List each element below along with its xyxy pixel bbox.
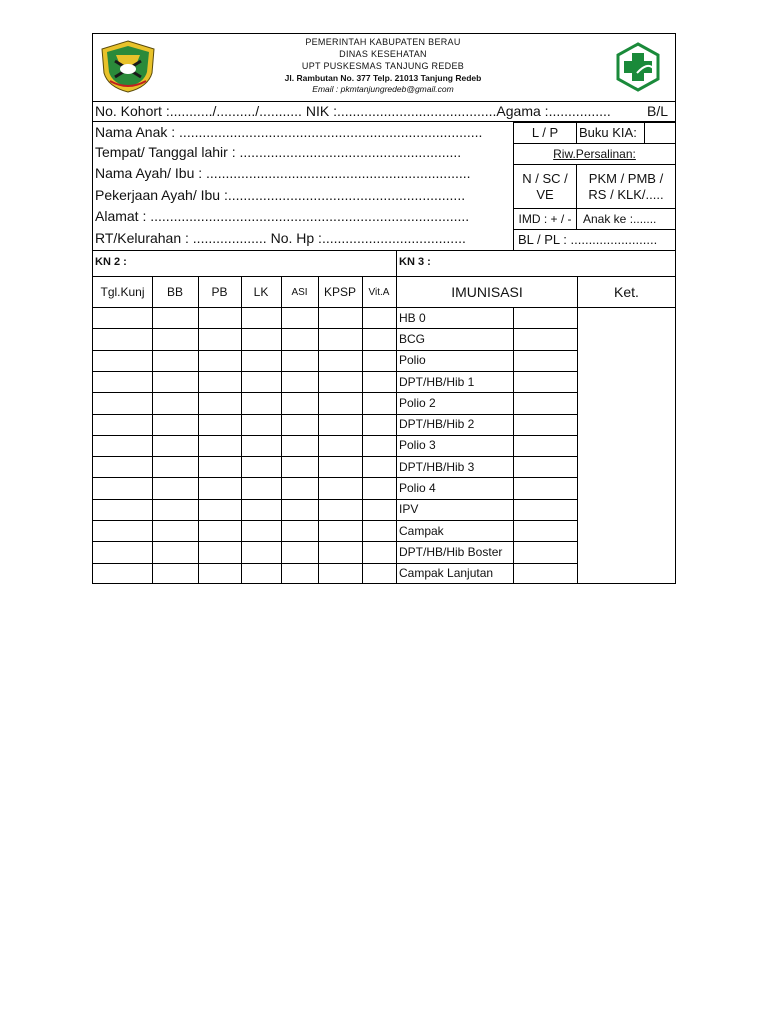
column-header: ASI	[291, 286, 308, 298]
visit-cell[interactable]	[318, 350, 362, 371]
visit-cell[interactable]	[281, 350, 318, 371]
kohort-nik-agama-field: No. Kohort :.........../........../........... NIK :.........................................Agama :................	[95, 103, 611, 119]
visit-cell[interactable]	[198, 414, 241, 435]
visit-cell[interactable]	[362, 414, 396, 435]
visit-cell[interactable]	[93, 371, 152, 392]
gender-box: L / P	[513, 122, 577, 144]
visit-cell[interactable]	[241, 350, 281, 371]
visit-cell[interactable]	[281, 307, 318, 328]
birth-history-box: Riw.Persalinan:	[513, 143, 676, 165]
visit-cell[interactable]	[281, 563, 318, 584]
visit-cell[interactable]	[241, 563, 281, 584]
visit-cell[interactable]	[241, 307, 281, 328]
column-header: KPSP	[323, 285, 356, 299]
visit-cell[interactable]	[152, 307, 198, 328]
visit-cell[interactable]	[93, 541, 152, 562]
immunization-date-cell[interactable]	[514, 563, 577, 584]
visit-cell[interactable]	[281, 520, 318, 541]
visit-cell[interactable]	[318, 456, 362, 477]
visit-cell[interactable]	[198, 392, 241, 413]
visit-cell[interactable]	[241, 456, 281, 477]
visit-cell[interactable]	[362, 307, 396, 328]
buku-kia-box: Buku KIA:	[576, 122, 645, 144]
visit-cell[interactable]	[93, 435, 152, 456]
immunization-date-cell[interactable]	[514, 477, 577, 498]
visit-cell[interactable]	[281, 371, 318, 392]
visit-cell[interactable]	[198, 477, 241, 498]
visit-cell[interactable]	[362, 499, 396, 520]
visit-cell[interactable]	[362, 350, 396, 371]
visit-cell[interactable]	[198, 499, 241, 520]
visit-cell[interactable]	[152, 414, 198, 435]
visit-cell[interactable]	[198, 350, 241, 371]
visit-cell[interactable]	[93, 520, 152, 541]
kn3-label: KN 3 :	[399, 256, 431, 268]
visit-cell[interactable]	[241, 477, 281, 498]
column-header: BB	[166, 285, 183, 299]
visit-cell[interactable]	[152, 350, 198, 371]
visit-cell[interactable]	[241, 435, 281, 456]
visit-cell[interactable]	[362, 541, 396, 562]
immunization-label: Polio 4	[399, 481, 436, 496]
visit-cell[interactable]	[241, 414, 281, 435]
child-name-field: Nama Anak : ..............................................................................	[95, 124, 483, 140]
immunization-label: HB 0	[399, 310, 426, 325]
visit-cell[interactable]	[318, 392, 362, 413]
immunization-label: Campak	[399, 523, 444, 538]
visit-cell[interactable]	[152, 499, 198, 520]
visit-cell[interactable]	[362, 435, 396, 456]
visit-cell[interactable]	[281, 414, 318, 435]
column-header: LK	[253, 285, 269, 299]
buku-kia-value-box	[644, 122, 676, 144]
visit-cell[interactable]	[318, 435, 362, 456]
visit-cell[interactable]	[318, 328, 362, 349]
patient-info	[93, 101, 675, 250]
immunization-date-cell[interactable]	[514, 328, 577, 349]
visit-cell[interactable]	[93, 456, 152, 477]
government-line: PEMERINTAH KABUPATEN BERAU	[305, 37, 461, 47]
immunization-label: DPT/HB/Hib Boster	[399, 544, 503, 559]
visit-cell[interactable]	[152, 541, 198, 562]
regency-emblem-icon	[98, 39, 158, 94]
visit-cell[interactable]	[93, 499, 152, 520]
birth-place-date-field: Tempat/ Tanggal lahir : .........................................................	[95, 144, 462, 160]
visit-cell[interactable]	[93, 414, 152, 435]
visit-cell[interactable]	[362, 392, 396, 413]
visit-cell[interactable]	[318, 520, 362, 541]
visit-cell[interactable]	[152, 520, 198, 541]
visit-cell[interactable]	[198, 520, 241, 541]
column-header: PB	[211, 285, 228, 299]
immunization-label: Polio 2	[399, 395, 436, 410]
visit-cell[interactable]	[318, 563, 362, 584]
visit-cell[interactable]	[152, 371, 198, 392]
immunization-label: Polio 3	[399, 438, 436, 453]
visit-cell[interactable]	[362, 563, 396, 584]
visit-cell[interactable]	[281, 499, 318, 520]
immunization-date-cell[interactable]	[514, 307, 577, 328]
immunization-date-cell[interactable]	[514, 520, 577, 541]
immunization-date-cell[interactable]	[514, 392, 577, 413]
visit-cell[interactable]	[362, 477, 396, 498]
visit-cell[interactable]	[198, 371, 241, 392]
immunization-date-cell[interactable]	[514, 541, 577, 562]
child-order-box: Anak ke :.......	[576, 208, 676, 230]
visit-cell[interactable]	[198, 541, 241, 562]
column-header: Tgl.Kunj	[100, 285, 145, 299]
delivery-method-box: N / SC / VE	[513, 164, 577, 209]
visit-cell[interactable]	[318, 307, 362, 328]
bl-pl-box: BL / PL : ........................	[513, 229, 676, 251]
immunization-date-cell[interactable]	[514, 499, 577, 520]
address-line: Jl. Rambutan No. 377 Telp. 21013 Tanjung Redeb	[284, 73, 482, 83]
visit-cell[interactable]	[198, 328, 241, 349]
letterhead	[93, 34, 675, 102]
department-line: DINAS KESEHATAN	[339, 49, 427, 59]
visit-cell[interactable]	[152, 392, 198, 413]
visit-cell[interactable]	[152, 477, 198, 498]
visit-cell[interactable]	[241, 328, 281, 349]
immunization-date-cell[interactable]	[514, 371, 577, 392]
health-cross-icon	[613, 42, 663, 92]
immunization-label: Polio	[399, 353, 426, 368]
visit-cell[interactable]	[281, 477, 318, 498]
imunisasi-header: IMUNISASI	[451, 284, 523, 300]
visit-cell[interactable]	[93, 350, 152, 371]
visit-cell[interactable]	[241, 541, 281, 562]
email-line: Email : pkmtanjungredeb@gmail.com	[312, 84, 454, 94]
visit-cell[interactable]	[198, 435, 241, 456]
immunization-label: BCG	[399, 331, 426, 346]
parent-name-field: Nama Ayah/ Ibu : ....................................................................	[95, 165, 471, 181]
visit-cell[interactable]	[281, 435, 318, 456]
visit-cell[interactable]	[93, 307, 152, 328]
rt-phone-field: RT/Kelurahan : ................... No. Hp :.....................................	[95, 230, 466, 246]
visit-cell[interactable]	[362, 328, 396, 349]
visit-cell[interactable]	[241, 520, 281, 541]
visit-cell[interactable]	[362, 456, 396, 477]
visit-cell[interactable]	[93, 477, 152, 498]
parent-job-field: Pekerjaan Ayah/ Ibu :.............................................................	[95, 187, 466, 203]
immunization-label: DPT/HB/Hib 2	[399, 417, 475, 432]
immunization-date-cell[interactable]	[514, 435, 577, 456]
visit-cell[interactable]	[241, 371, 281, 392]
visit-cell[interactable]	[93, 328, 152, 349]
visit-cell[interactable]	[93, 563, 152, 584]
immunization-date-cell[interactable]	[514, 414, 577, 435]
visit-cell[interactable]	[318, 477, 362, 498]
visit-cell[interactable]	[281, 456, 318, 477]
visit-cell[interactable]	[152, 563, 198, 584]
visit-cell[interactable]	[281, 392, 318, 413]
visit-cell[interactable]	[362, 371, 396, 392]
puskesmas-line: UPT PUSKESMAS TANJUNG REDEB	[301, 61, 465, 71]
immunization-date-cell[interactable]	[514, 456, 577, 477]
visit-cell[interactable]	[198, 563, 241, 584]
visit-cell[interactable]	[318, 541, 362, 562]
bl-label: B/L	[647, 103, 669, 119]
immunization-label: DPT/HB/Hib 1	[399, 374, 475, 389]
kohort-card	[92, 33, 676, 584]
visit-cell[interactable]	[198, 456, 241, 477]
kn2-label: KN 2 :	[95, 256, 127, 268]
visit-cell[interactable]	[362, 520, 396, 541]
visit-cell[interactable]	[318, 371, 362, 392]
visit-cell[interactable]	[152, 435, 198, 456]
visit-cell[interactable]	[152, 456, 198, 477]
immunization-date-cell[interactable]	[514, 350, 577, 371]
letterhead-text	[243, 36, 523, 95]
column-header: Vit.A	[368, 286, 390, 298]
visit-cell[interactable]	[241, 392, 281, 413]
visit-cell[interactable]	[198, 307, 241, 328]
visit-cell[interactable]	[318, 499, 362, 520]
ket-cell[interactable]	[578, 307, 675, 584]
visit-cell[interactable]	[281, 328, 318, 349]
visit-cell[interactable]	[241, 499, 281, 520]
visit-cell[interactable]	[93, 392, 152, 413]
immunization-label: DPT/HB/Hib 3	[399, 459, 475, 474]
immunization-label: IPV	[399, 502, 419, 517]
visit-cell[interactable]	[318, 414, 362, 435]
visit-cell[interactable]	[152, 328, 198, 349]
visit-cell[interactable]	[281, 541, 318, 562]
address-field: Alamat : ..................................................................................	[95, 208, 470, 224]
ket-header: Ket.	[614, 284, 639, 300]
imd-box: IMD : + / -	[513, 208, 577, 230]
immunization-label: Campak Lanjutan	[399, 566, 494, 581]
delivery-place-box: PKM / PMB / RS / KLK/.....	[576, 164, 676, 209]
